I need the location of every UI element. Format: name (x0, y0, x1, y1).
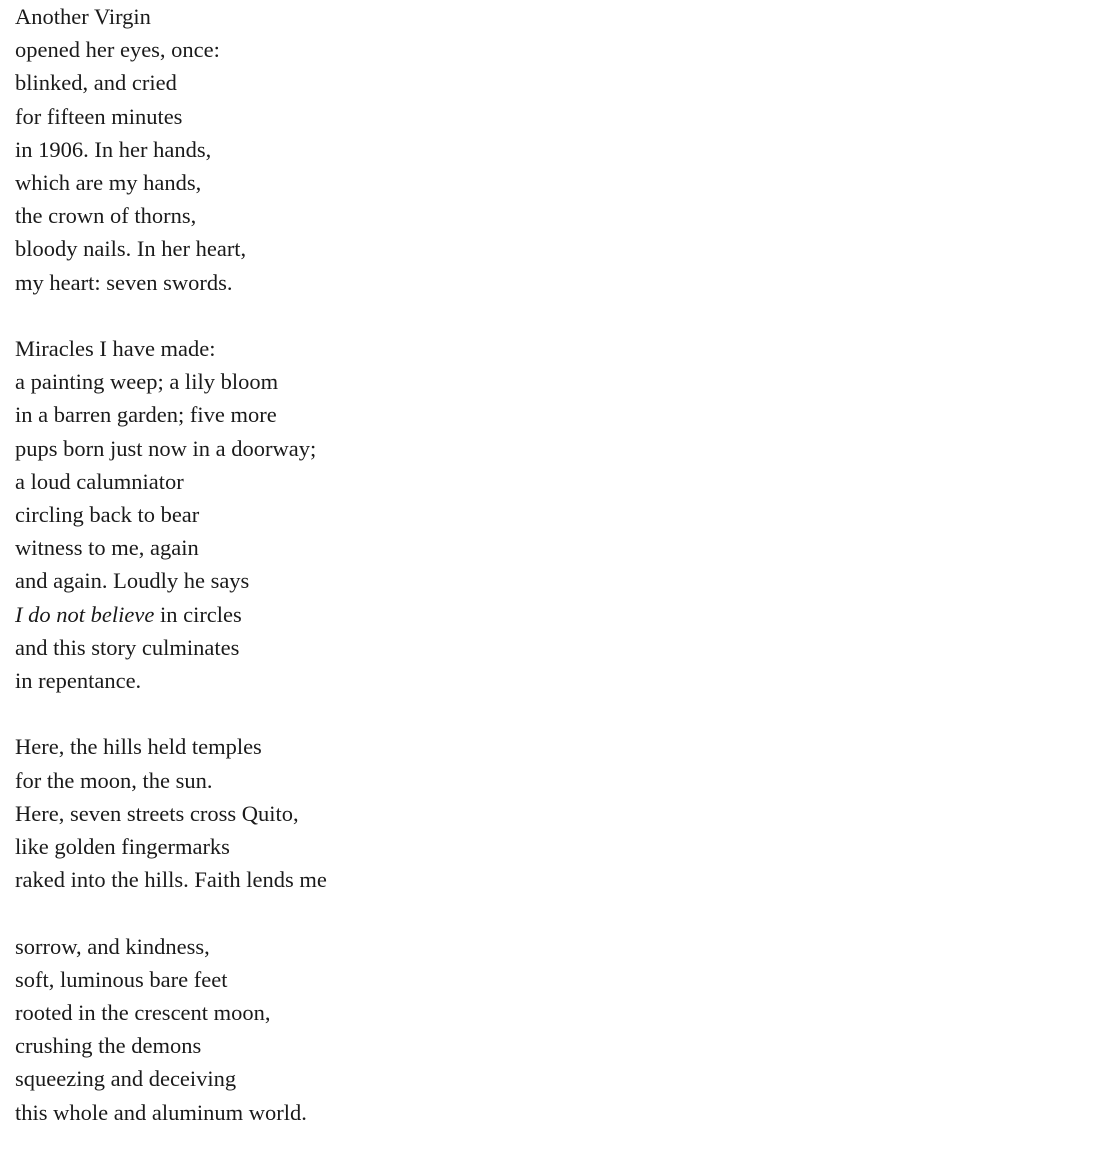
poem-line: soft, luminous bare feet (15, 966, 228, 992)
poem-line: this whole and aluminum world. (15, 1099, 307, 1125)
poem-line: crushing the demons (15, 1033, 202, 1059)
poem-line: raked into the hills. Faith lends me (15, 867, 327, 893)
poem-line: in a barren garden; five more (15, 402, 277, 428)
stanza-3 (15, 730, 327, 896)
poem-line: in repentance. (15, 668, 142, 694)
poem-line: in 1906. In her hands, (15, 136, 212, 162)
poem-line: a painting weep; a lily bloom (15, 369, 279, 395)
poem-line: circling back to bear (15, 502, 200, 528)
stanza-2 (15, 332, 327, 697)
poem-line: Another Virgin (15, 4, 151, 29)
poem-line: and this story culminates (15, 634, 240, 660)
poem-text (15, 0, 327, 1162)
poem-line: the crown of thorns, (15, 203, 197, 229)
poem-line: sorrow, and kindness, (15, 933, 210, 959)
italic-phrase: I do not believe (15, 601, 155, 627)
poem-line: rooted in the crescent moon, (15, 1000, 271, 1026)
poem-line: bloody nails. In her heart, (15, 236, 247, 262)
poem-line: like golden fingermarks (15, 834, 230, 860)
poem-line: Miracles I have made: (15, 336, 216, 362)
poem-line: pups born just now in a doorway; (15, 435, 317, 461)
poem-line: Here, seven streets cross Quito, (15, 800, 299, 826)
poem-line: which are my hands, (15, 170, 202, 196)
poem-line: opened her eyes, once: (15, 37, 220, 63)
poem-line: witness to me, again (15, 535, 199, 561)
poem-line-remainder: in circles (154, 601, 242, 627)
poem-line: for fifteen minutes (15, 103, 183, 129)
poem-line: a loud calumniator (15, 468, 184, 494)
stanza-4 (15, 930, 327, 1129)
poem-line: squeezing and deceiving (15, 1066, 237, 1092)
poem-line: and again. Loudly he says (15, 568, 250, 594)
poem-line-with-italic (15, 598, 327, 631)
poem-line: blinked, and cried (15, 70, 177, 96)
poem-line: for the moon, the sun. (15, 767, 213, 793)
stanza-1 (15, 0, 327, 299)
poem-line: my heart: seven swords. (15, 269, 233, 295)
poem-line: Here, the hills held temples (15, 734, 262, 760)
